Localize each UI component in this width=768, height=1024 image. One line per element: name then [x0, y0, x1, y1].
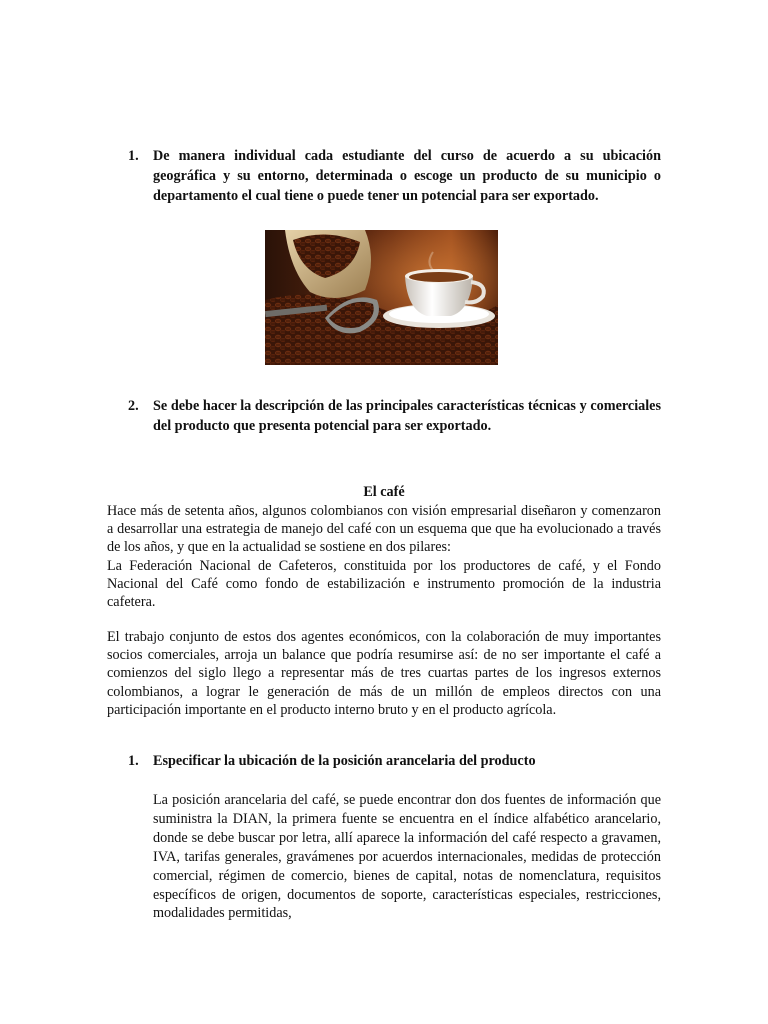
- item-number: 1.: [128, 148, 139, 164]
- coffee-photo-illustration: [265, 230, 498, 365]
- item-text: Especificar la ubicación de la posición arancelaria del producto: [153, 753, 536, 769]
- numbered-item-2: [128, 397, 661, 437]
- tariff-paragraph: La posición arancelaria del café, se puede encontrar don dos fuentes de información que suministra la DIAN, la primera fuente se encuentra en el índice alfabético arancelario, donde se debe buscar por letra, allí aparece la información del café respecto a gravamen, IVA, tarifas generales, gravámenes por acuerdos internacionales, medidas de protección comercial, régimen de comercio, bienes de capital, notas de nomenclatura, requisitos específicos de origen, documentos de soporte, características especiales, restricciones, modalidades permitidas,: [153, 792, 661, 922]
- paragraph-line: La Federación Nacional de Cafeteros, constituida por los productores de café, y el Fondo Nacional del Café como fondo de estabilización e instrumento promoción de la industria cafetera.: [107, 557, 661, 611]
- numbered-item-3: [128, 752, 661, 772]
- intro-paragraph: [107, 502, 661, 611]
- coffee-photo: [265, 230, 498, 365]
- paragraph-line: Hace más de setenta años, algunos colombianos con visión empresarial diseñaron y comenzaron a desarrollar una estrategia de manejo del café con un esquema que que ha evolucionado a través de los años, y que en la actualidad se sostiene en dos pilares:: [107, 503, 661, 556]
- item-text: De manera individual cada estudiante del curso de acuerdo a su ubicación geográfica y su entorno, determinada o escoge un producto de su municipio o departamento el cual tiene o puede tener un potencial para ser exportado.: [153, 148, 661, 204]
- item-number: 1.: [128, 753, 139, 769]
- paragraph-text: El trabajo conjunto de estos dos agentes económicos, con la colaboración de muy importantes socios comerciales, arroja un balance que podría resumirse así: de no ser importante el café a comienzos del siglo llego a representar más de tres cuartas partes de los ingresos externos colombianos, a lograr le generación de más de un millón de empleos directos con una participación importante en el producto interno bruto y en el producto agrícola.: [107, 629, 661, 718]
- item-text: Se debe hacer la descripción de las principales características técnicas y comerciales del producto que presenta potencial para ser exportado.: [153, 398, 661, 434]
- numbered-item-1: [128, 147, 661, 206]
- section-title: El café: [363, 484, 405, 500]
- body-paragraph: [107, 628, 661, 719]
- item-number: 2.: [128, 398, 139, 414]
